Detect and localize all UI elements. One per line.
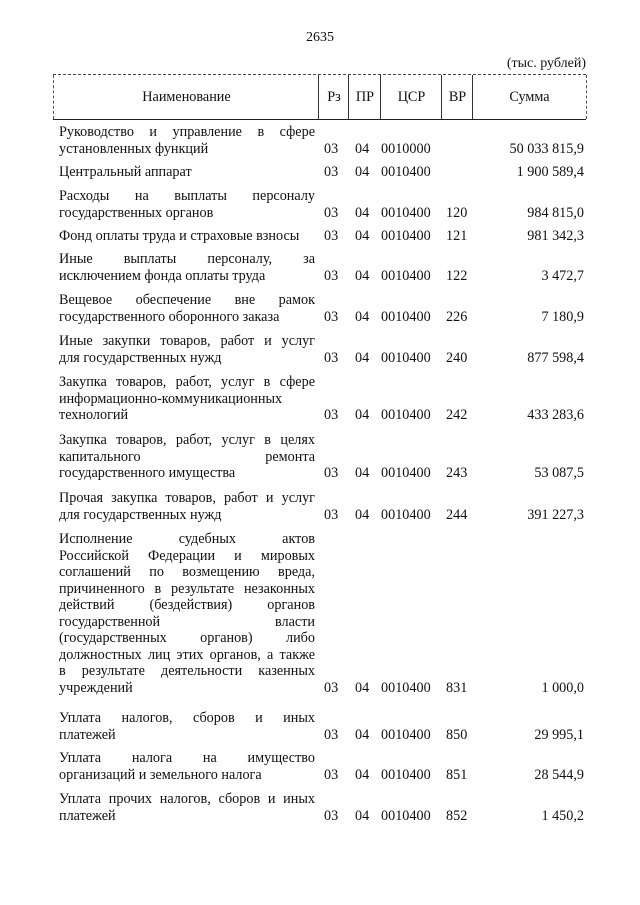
row-rz: 03 [324,164,339,180]
row-vr: 120 [446,204,468,221]
row-vr: 243 [446,465,468,481]
row-name-line: в результате деятельности казенных [59,663,315,679]
row-name-line: государственной власти [59,613,315,630]
row-csr: 0010400 [381,164,431,180]
row-sum: 1 000,0 [541,679,584,696]
row-name-line: технологий [59,407,129,423]
row-name [59,164,315,181]
row-sum: 433 283,6 [527,407,584,423]
row-name-line: Российской Федерации и мировых [59,547,315,564]
row-name-line: государственного оборонного заказа [59,308,280,325]
row-vr: 240 [446,349,468,366]
row-pr: 04 [355,204,370,221]
row-name-line: капитального ремонта [59,448,315,465]
row-name [59,124,315,157]
row-sum: 53 087,5 [534,465,584,481]
row-name-line: учреждений [59,679,133,696]
row-name [59,251,315,284]
row-name [59,432,315,482]
table-row [0,374,640,424]
row-name-line: информационно-коммуникационных [59,390,283,407]
row-name [59,531,315,696]
row-name-line: Фонд оплаты труда и страховые взносы [59,228,300,244]
row-sum: 7 180,9 [541,308,584,325]
row-sum: 50 033 815,9 [509,140,584,157]
row-name-line: должностных лиц этих органов, а также [59,646,315,663]
row-name-line: Уплата налогов, сборов и иных [59,710,315,726]
row-csr: 0010400 [381,407,431,423]
row-csr: 0010400 [381,766,431,783]
page-number: 2635 [306,30,334,45]
row-vr: 122 [446,267,468,284]
row-rz: 03 [324,204,339,221]
row-csr: 0010400 [381,465,431,481]
row-csr: 0010400 [381,679,431,696]
row-csr: 0010400 [381,267,431,284]
row-name [59,228,315,245]
row-pr: 04 [355,140,370,157]
table-row [0,124,640,157]
row-sum: 391 227,3 [527,506,584,523]
row-vr: 226 [446,308,468,325]
table-row [0,333,640,366]
row-rz: 03 [324,726,339,743]
table-row [0,791,640,824]
row-name-line: для государственных нужд [59,506,222,523]
row-name-line: Иные выплаты персоналу, за [59,251,315,267]
table-row [0,710,640,743]
header-name: Наименование [53,75,319,119]
unit-label: (тыс. рублей) [506,56,586,71]
row-rz: 03 [324,465,339,481]
row-vr: 244 [446,506,468,523]
row-name-line: Уплата налога на имущество [59,750,315,766]
row-sum: 984 815,0 [527,204,584,221]
header-csr: ЦСР [380,75,442,119]
row-rz: 03 [324,228,339,244]
row-name-line: Вещевое обеспечение вне рамок [59,292,315,308]
row-name-line: исключением фонда оплаты труда [59,267,266,284]
row-csr: 0010400 [381,349,431,366]
row-pr: 04 [355,308,370,325]
row-rz: 03 [324,349,339,366]
row-sum: 28 544,9 [534,766,584,783]
row-name-line: государственных органов [59,204,214,221]
row-rz: 03 [324,407,339,423]
table-row [0,251,640,284]
row-pr: 04 [355,726,370,743]
table-row [0,292,640,325]
row-name-line: организаций и земельного налога [59,766,262,783]
row-name [59,292,315,325]
row-sum: 1 450,2 [541,807,584,824]
row-rz: 03 [324,679,339,696]
row-name-line: Закупка товаров, работ, услуг в целях [59,432,315,448]
table-row [0,432,640,482]
table-row [0,188,640,221]
row-vr: 121 [446,228,468,244]
row-name-line: Иные закупки товаров, работ и услуг [59,333,315,349]
row-pr: 04 [355,679,370,696]
row-name [59,791,315,824]
row-pr: 04 [355,164,370,180]
row-name [59,374,315,424]
row-sum: 877 598,4 [527,349,584,366]
row-name-line: для государственных нужд [59,349,222,366]
row-sum: 981 342,3 [527,228,584,244]
row-name [59,188,315,221]
table-row [0,531,640,696]
row-name-line: соглашений по возмещению вреда, [59,564,315,580]
row-vr: 851 [446,766,468,783]
row-name-line: Прочая закупка товаров, работ и услуг [59,490,315,506]
row-name-line: государственного имущества [59,465,236,481]
row-name-line: платежей [59,807,116,824]
row-pr: 04 [355,407,370,423]
row-pr: 04 [355,506,370,523]
header-vr: ВР [441,75,473,119]
row-name-line: действий (бездействия) органов [59,597,315,613]
header-sum: Сумма [472,75,587,119]
row-name-line: Исполнение судебных актов [59,531,315,547]
row-rz: 03 [324,506,339,523]
table-row [0,164,640,181]
row-name-line: Руководство и управление в сфере [59,124,315,140]
row-rz: 03 [324,267,339,284]
row-name-line: (государственных органов) либо [59,630,315,646]
header-rz: Рз [318,75,349,119]
table-row [0,228,640,245]
row-name [59,490,315,523]
row-csr: 0010000 [381,140,431,157]
row-sum: 1 900 589,4 [516,164,584,180]
row-sum: 3 472,7 [541,267,584,284]
row-rz: 03 [324,807,339,824]
row-pr: 04 [355,465,370,481]
table-row [0,490,640,523]
row-name [59,710,315,743]
row-name [59,750,315,783]
row-rz: 03 [324,766,339,783]
row-pr: 04 [355,228,370,244]
row-vr: 850 [446,726,468,743]
row-csr: 0010400 [381,506,431,523]
row-name-line: Центральный аппарат [59,164,192,180]
row-rz: 03 [324,140,339,157]
row-name-line: Закупка товаров, работ, услуг в сфере [59,374,315,390]
row-pr: 04 [355,267,370,284]
row-sum: 29 995,1 [534,726,584,743]
row-name [59,333,315,366]
row-csr: 0010400 [381,204,431,221]
row-pr: 04 [355,349,370,366]
row-csr: 0010400 [381,807,431,824]
table-header [53,74,586,120]
row-pr: 04 [355,807,370,824]
header-pr: ПР [348,75,381,119]
row-name-line: установленных функций [59,140,209,157]
row-csr: 0010400 [381,308,431,325]
row-name-line: причиненного в результате незаконных [59,580,315,597]
row-vr: 831 [446,679,468,696]
row-name-line: Расходы на выплаты персоналу [59,188,315,204]
row-pr: 04 [355,766,370,783]
row-csr: 0010400 [381,726,431,743]
row-rz: 03 [324,308,339,325]
table-row [0,750,640,783]
row-csr: 0010400 [381,228,431,244]
row-name-line: платежей [59,726,116,743]
row-name-line: Уплата прочих налогов, сборов и иных [59,791,315,807]
row-vr: 242 [446,407,468,423]
row-vr: 852 [446,807,468,824]
